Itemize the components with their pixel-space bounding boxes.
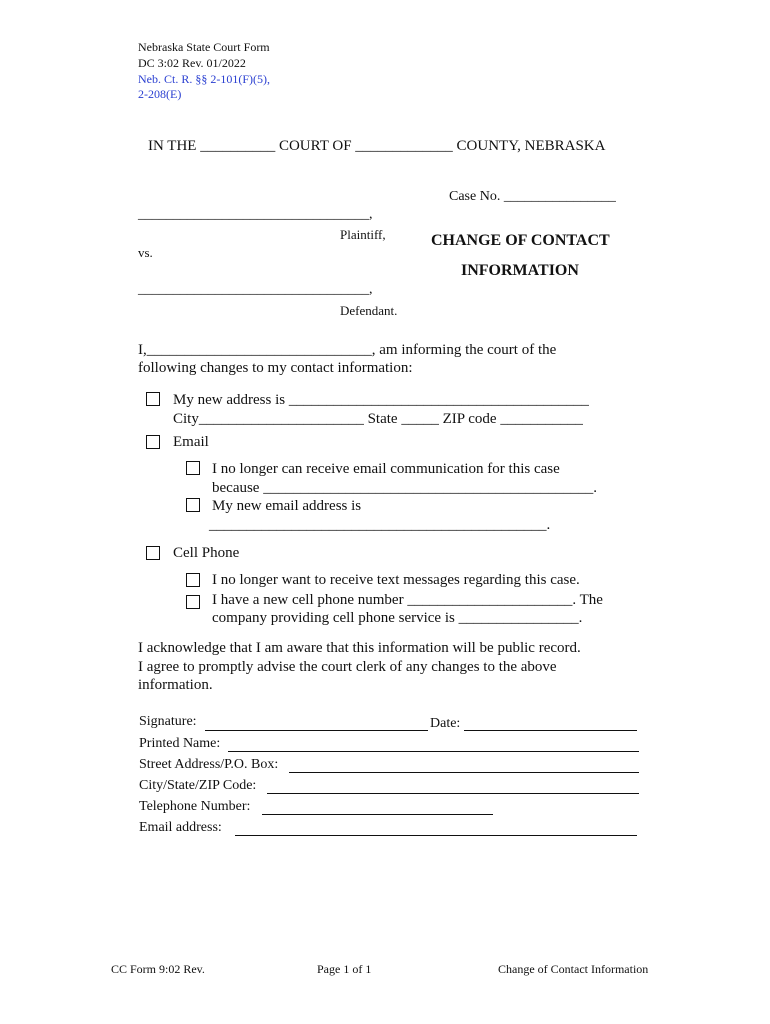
defendant-blank: _________________________________, [138, 282, 373, 297]
email-no-longer-text: I no longer can receive email communication for this case [212, 461, 560, 477]
form-title-line1: CHANGE OF CONTACT [431, 232, 610, 249]
court-rule-link[interactable]: Neb. Ct. R. §§ 2-101(F)(5), [138, 72, 270, 86]
defendant-label: Defendant. [340, 303, 398, 318]
new-cell-checkbox[interactable] [186, 595, 200, 609]
city-state-zip-sig-line[interactable] [267, 793, 639, 794]
new-cell-number-line: I have a new cell phone number ______________________. The [212, 592, 603, 608]
street-address-label: Street Address/P.O. Box: [139, 757, 279, 772]
email-address-line[interactable] [235, 835, 637, 836]
email-label: Email [173, 434, 209, 450]
ack-line2: I agree to promptly advise the court clerk of any changes to the above [138, 659, 557, 675]
printed-name-label: Printed Name: [139, 736, 221, 751]
intro-line1: I,______________________________, am informing the court of the [138, 342, 557, 358]
email-no-longer-checkbox[interactable] [186, 461, 200, 475]
new-address-checkbox[interactable] [146, 392, 160, 406]
no-text-checkbox[interactable] [186, 573, 200, 587]
signature-label: Signature: [139, 714, 197, 729]
cell-phone-label: Cell Phone [173, 545, 240, 561]
new-address-line: My new address is ________________________________________ [173, 392, 589, 408]
plaintiff-label: Plaintiff, [340, 227, 386, 242]
cell-provider-line: company providing cell phone service is ________________. [212, 610, 583, 626]
form-title-line2: INFORMATION [461, 262, 579, 279]
street-address-line[interactable] [289, 772, 639, 773]
ack-line1: I acknowledge that I am aware that this information will be public record. [138, 640, 581, 656]
email-because-line: because ____________________________________________. [212, 480, 597, 496]
court-line: IN THE __________ COURT OF _____________ COUNTY, NEBRASKA [148, 138, 606, 154]
printed-name-line[interactable] [228, 751, 639, 752]
cell-phone-checkbox[interactable] [146, 546, 160, 560]
form-name: Nebraska State Court Form [138, 40, 270, 54]
date-line[interactable] [464, 730, 637, 731]
case-number: Case No. ________________ [449, 189, 616, 204]
vs-label: vs. [138, 245, 153, 260]
footer-page-number: Page 1 of 1 [317, 962, 372, 976]
footer-form-title: Change of Contact Information [498, 962, 649, 976]
telephone-label: Telephone Number: [139, 799, 251, 814]
court-rule-link-cont[interactable]: 2-208(E) [138, 87, 182, 101]
new-email-checkbox[interactable] [186, 498, 200, 512]
telephone-line[interactable] [262, 814, 493, 815]
footer-form-id: CC Form 9:02 Rev. [111, 962, 205, 976]
ack-line3: information. [138, 677, 213, 693]
email-checkbox[interactable] [146, 435, 160, 449]
date-label: Date: [430, 716, 461, 731]
new-email-blank: _____________________________________________. [209, 517, 551, 533]
form-revision: DC 3:02 Rev. 01/2022 [138, 56, 246, 70]
no-text-messages-text: I no longer want to receive text messages regarding this case. [212, 572, 580, 588]
city-state-zip-label: City/State/ZIP Code: [139, 778, 257, 793]
intro-line2: following changes to my contact information: [138, 360, 413, 376]
signature-line[interactable] [205, 730, 428, 731]
plaintiff-blank: _________________________________, [138, 207, 373, 222]
email-address-label: Email address: [139, 820, 222, 835]
city-state-zip-line: City______________________ State _____ ZIP code ___________ [173, 411, 583, 427]
new-email-text: My new email address is [212, 498, 362, 514]
